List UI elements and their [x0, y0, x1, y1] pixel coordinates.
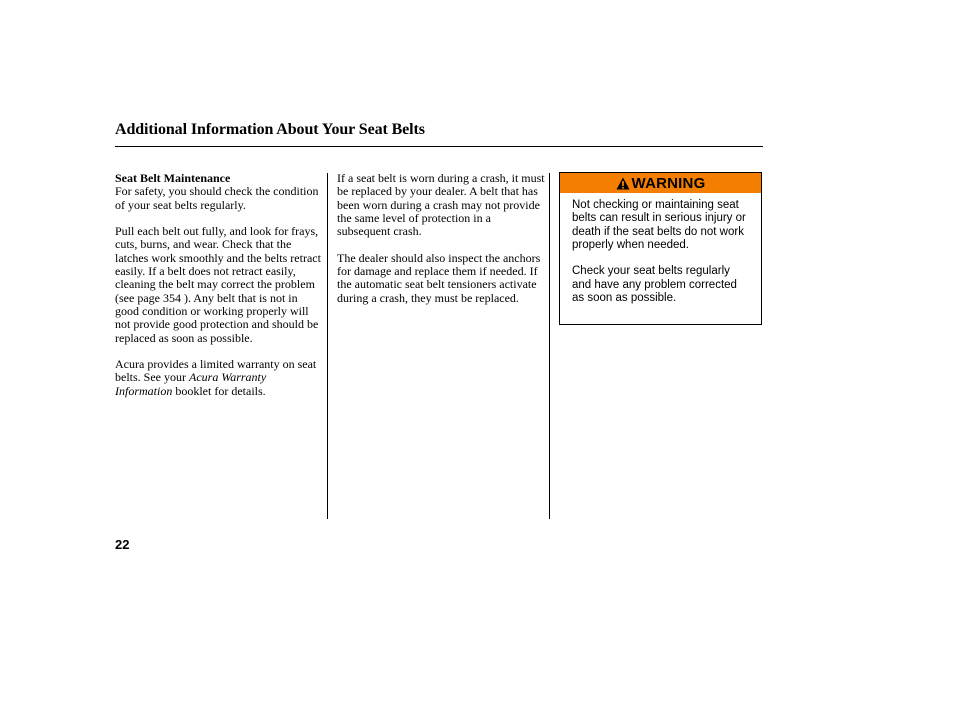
column-divider-right [549, 173, 550, 519]
column-left [115, 172, 323, 411]
maintenance-section [115, 172, 323, 212]
warranty-booklet-title: Acura Warranty Information [115, 370, 267, 398]
warning-triangle-icon [616, 177, 630, 190]
maintenance-intro: For safety, you should check the condition of your seat belts regularly. [115, 184, 319, 212]
warning-header [560, 173, 761, 193]
page-number: 22 [115, 537, 130, 552]
title-rule [115, 146, 763, 147]
column-middle [337, 172, 545, 318]
warning-label: WARNING [631, 174, 706, 192]
page-title: Additional Information About Your Seat Belts [115, 121, 425, 138]
warranty-text-before: Acura provides a limited warranty on seat belts. See your [115, 357, 317, 385]
column-divider-left [327, 173, 328, 519]
warranty-paragraph [115, 358, 323, 398]
inspection-paragraph: Pull each belt out fully, and look for frays, cuts, burns, and wear. Check that the latches work smoothly and the belts retract easily. If a belt does not retract easily, cleaning the belt may correct the problem (see page 354 ). Any belt that is not in good condition or working properly will not provide good protection and should be replaced as soon as possible. [115, 224, 321, 345]
section-heading: Seat Belt Maintenance [115, 171, 231, 185]
warning-text-2: Check your seat belts regularly and have any problem corrected as soon as possible. [572, 265, 737, 305]
warning-box [559, 172, 762, 325]
warning-text-1: Not checking or maintaining seat belts can result in serious injury or death if the seat belts do not work properly when needed. [572, 199, 746, 251]
warranty-text-after: booklet for details. [172, 383, 266, 398]
dealer-inspection-paragraph: The dealer should also inspect the anchors for damage and replace them if needed. If the automatic seat belt tensioners activate during a crash, they must be replaced. [337, 250, 541, 305]
crash-replacement-paragraph: If a seat belt is worn during a crash, it must be replaced by your dealer. A belt that has been worn during a crash may not provide the same level of protection in a subsequent crash. [337, 171, 545, 239]
warning-body [560, 193, 761, 305]
